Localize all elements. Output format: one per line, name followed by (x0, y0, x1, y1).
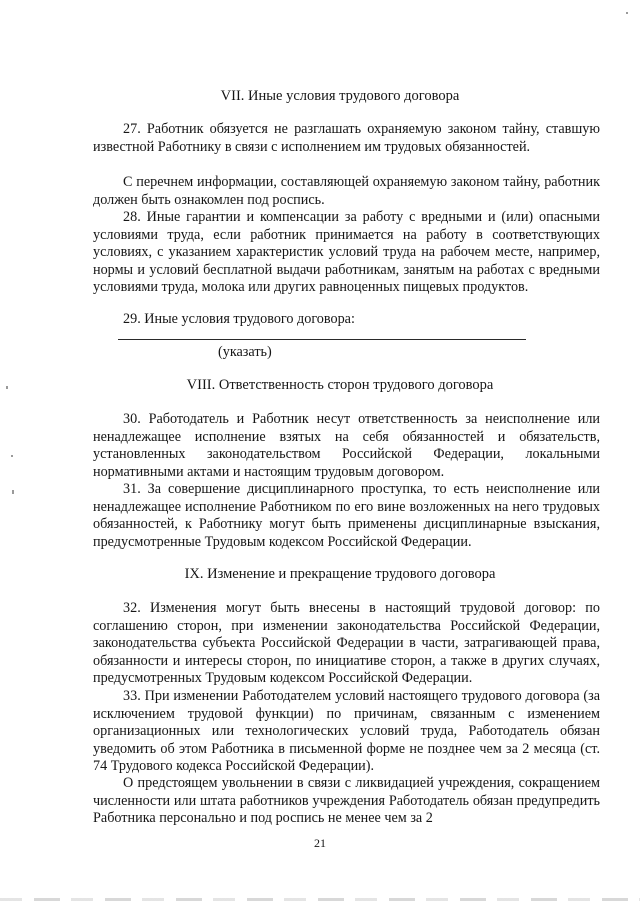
scan-bottom-edge (0, 898, 640, 901)
scan-dot (6, 386, 8, 389)
section-ix-heading: IX. Изменение и прекращение трудового договора (184, 566, 496, 582)
paragraph-29: 29. Иные условия трудового договора: (123, 311, 355, 327)
paragraph-33: 33. При изменении Работодателем условий настоящего трудового договора (за исключением трудовой функции) по причинам, связанным с изменением организационных или технологических условий труда, Работодатель обязан уведомить об этом Работника в письменной форме не позднее чем за 2 месяца (ст. 74 Трудового кодекса Российской Федерации). (93, 688, 600, 775)
paragraph-30: 30. Работодатель и Работник несут ответственность за неисполнение или ненадлежащее исполнение взятых на себя обязанностей и обязательств, установленных законодательством Российской Федерации, локальными нормативными актами и настоящим трудовым договором. (93, 411, 600, 480)
section-vii-heading: VII. Иные условия трудового договора (220, 88, 460, 104)
paragraph-28: 28. Иные гарантии и компенсации за работу с вредными и (или) опасными условиями труда, если работник принимается на работу в соответствующих условиях, с указанием характеристик условий труда на рабочем месте, например, нормы и условий бесплатной выдачи работникам, занятым на работах с вредными условиями труда, молока или других равноценных пищевых продуктов. (93, 209, 600, 296)
scan-dot (11, 455, 13, 457)
scan-dot (626, 12, 628, 14)
scan-dot (12, 490, 14, 494)
paragraph-31: 31. За совершение дисциплинарного проступка, то есть неисполнение или ненадлежащее исполнение Работником по его вине возложенных на него трудовых обязанностей, к Работнику могут быть применены дисциплинарные взыскания, предусмотренные Трудовым кодексом Российской Федерации. (93, 481, 600, 550)
paragraph-27-note: С перечнем информации, составляющей охраняемую законом тайну, работник должен быть ознакомлен под роспись. (93, 174, 600, 208)
section-viii-heading: VIII. Ответственность сторон трудового договора (186, 377, 494, 393)
page-number: 21 (314, 836, 326, 850)
paragraph-33-dismissal: О предстоящем увольнении в связи с ликвидацией учреждения, сокращением численности или штата работников учреждения Работодатель обязан предупредить Работника персонально и под роспись не менее чем за 2 (93, 775, 600, 827)
fill-in-caption: (указать) (218, 344, 272, 360)
fill-in-line (118, 339, 526, 340)
paragraph-27: 27. Работник обязуется не разглашать охраняемую законом тайну, ставшую известной Работнику в связи с исполнением им трудовых обязанностей. (93, 121, 600, 155)
paragraph-32: 32. Изменения могут быть внесены в настоящий трудовой договор: по соглашению сторон, при изменении законодательства Российской Федерации, законодательства субъекта Российской Федерации в части, затрагивающей права, обязанности и интересы сторон, по инициативе сторон, а также в других случаях, предусмотренных Трудовым кодексом Российской Федерации. (93, 600, 600, 687)
